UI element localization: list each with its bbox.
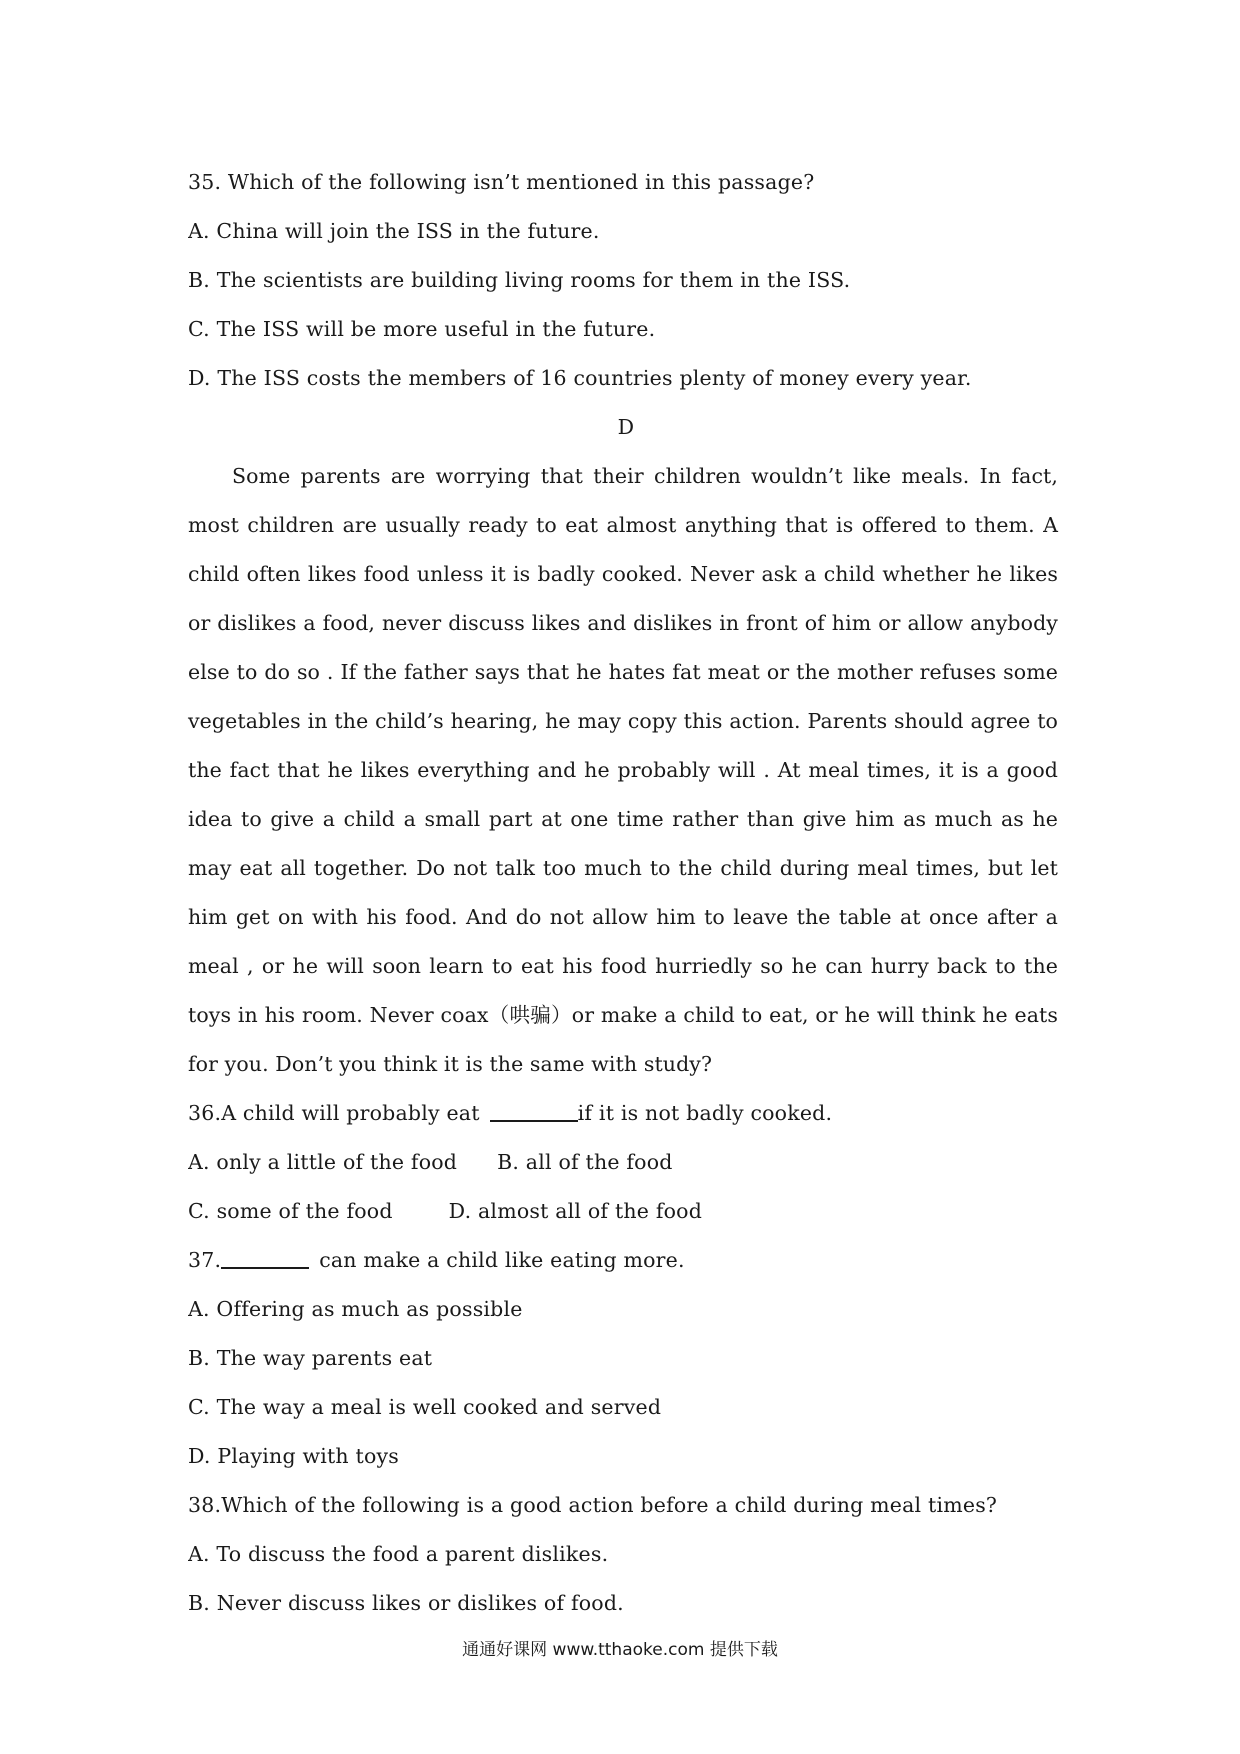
answer-blank: [221, 1245, 309, 1269]
q36-options-row-1: [188, 1138, 1058, 1187]
page-content: [188, 158, 1058, 1628]
q36-option-c: C. some of the food: [188, 1199, 393, 1223]
question-37: [188, 1236, 1058, 1285]
q38-option-a: A. To discuss the food a parent dislikes.: [188, 1542, 609, 1566]
question-38: 38.Which of the following is a good action before a child during meal times?: [188, 1493, 998, 1517]
q37-prefix: 37.: [188, 1248, 222, 1272]
q37-option-b: B. The way parents eat: [188, 1346, 433, 1370]
q36-options-row-2: [188, 1187, 1058, 1236]
q36-option-d: D. almost all of the food: [448, 1199, 703, 1223]
q38-option-b: B. Never discuss likes or dislikes of food.: [188, 1591, 624, 1615]
q36-prefix: 36.A child will probably eat: [188, 1101, 480, 1125]
q36-suffix: if it is not badly cooked.: [577, 1101, 833, 1125]
question-36: [188, 1089, 1058, 1138]
q37-option-c: C. The way a meal is well cooked and served: [188, 1395, 662, 1419]
passage-text: Some parents are worrying that their children wouldn’t like meals. In fact, most children are usually ready to eat almost anything that is offered to them. A child often likes food unless it is badly cooked. Never ask a child whether he likes or dislikes a food, never discuss likes and dislikes in front of him or allow anybody else to do so . If the father says that he hates fat meat or the mother refuses some vegetables in the child’s hearing, he may copy this action. Parents should agree to the fact that he likes everything and he probably will . At meal times, it is a good idea to give a child a small part at one time rather than give him as much as he may eat all together. Do not talk too much to the child during meal times, but let him get on with his food. And do not allow him to leave the table at once after a meal , or he will soon learn to eat his food hurriedly so he can hurry back to the toys in his room. Never coax（哄骗）or make a child to eat, or he will think he eats for you. Don’t you think it is the same with study?: [188, 464, 1058, 1076]
q37-suffix: can make a child like eating more.: [319, 1248, 685, 1272]
q35-option-a: A. China will join the ISS in the future.: [188, 219, 600, 243]
q35-option-b: B. The scientists are building living rooms for them in the ISS.: [188, 268, 851, 292]
reading-passage: [188, 452, 1058, 1089]
q35-option-c: C. The ISS will be more useful in the future.: [188, 317, 656, 341]
q37-option-a: A. Offering as much as possible: [188, 1297, 523, 1321]
q36-option-b: B. all of the food: [497, 1150, 673, 1174]
q35-option-d: D. The ISS costs the members of 16 countries plenty of money every year.: [188, 366, 972, 390]
answer-blank: [490, 1098, 578, 1122]
q37-option-d: D. Playing with toys: [188, 1444, 400, 1468]
page-footer: 通通好课网 www.tthaoke.com 提供下载: [462, 1640, 778, 1660]
section-heading: D: [617, 415, 635, 439]
q36-option-a: A. only a little of the food: [188, 1150, 458, 1174]
question-35: 35. Which of the following isn’t mentioned in this passage?: [188, 170, 815, 194]
